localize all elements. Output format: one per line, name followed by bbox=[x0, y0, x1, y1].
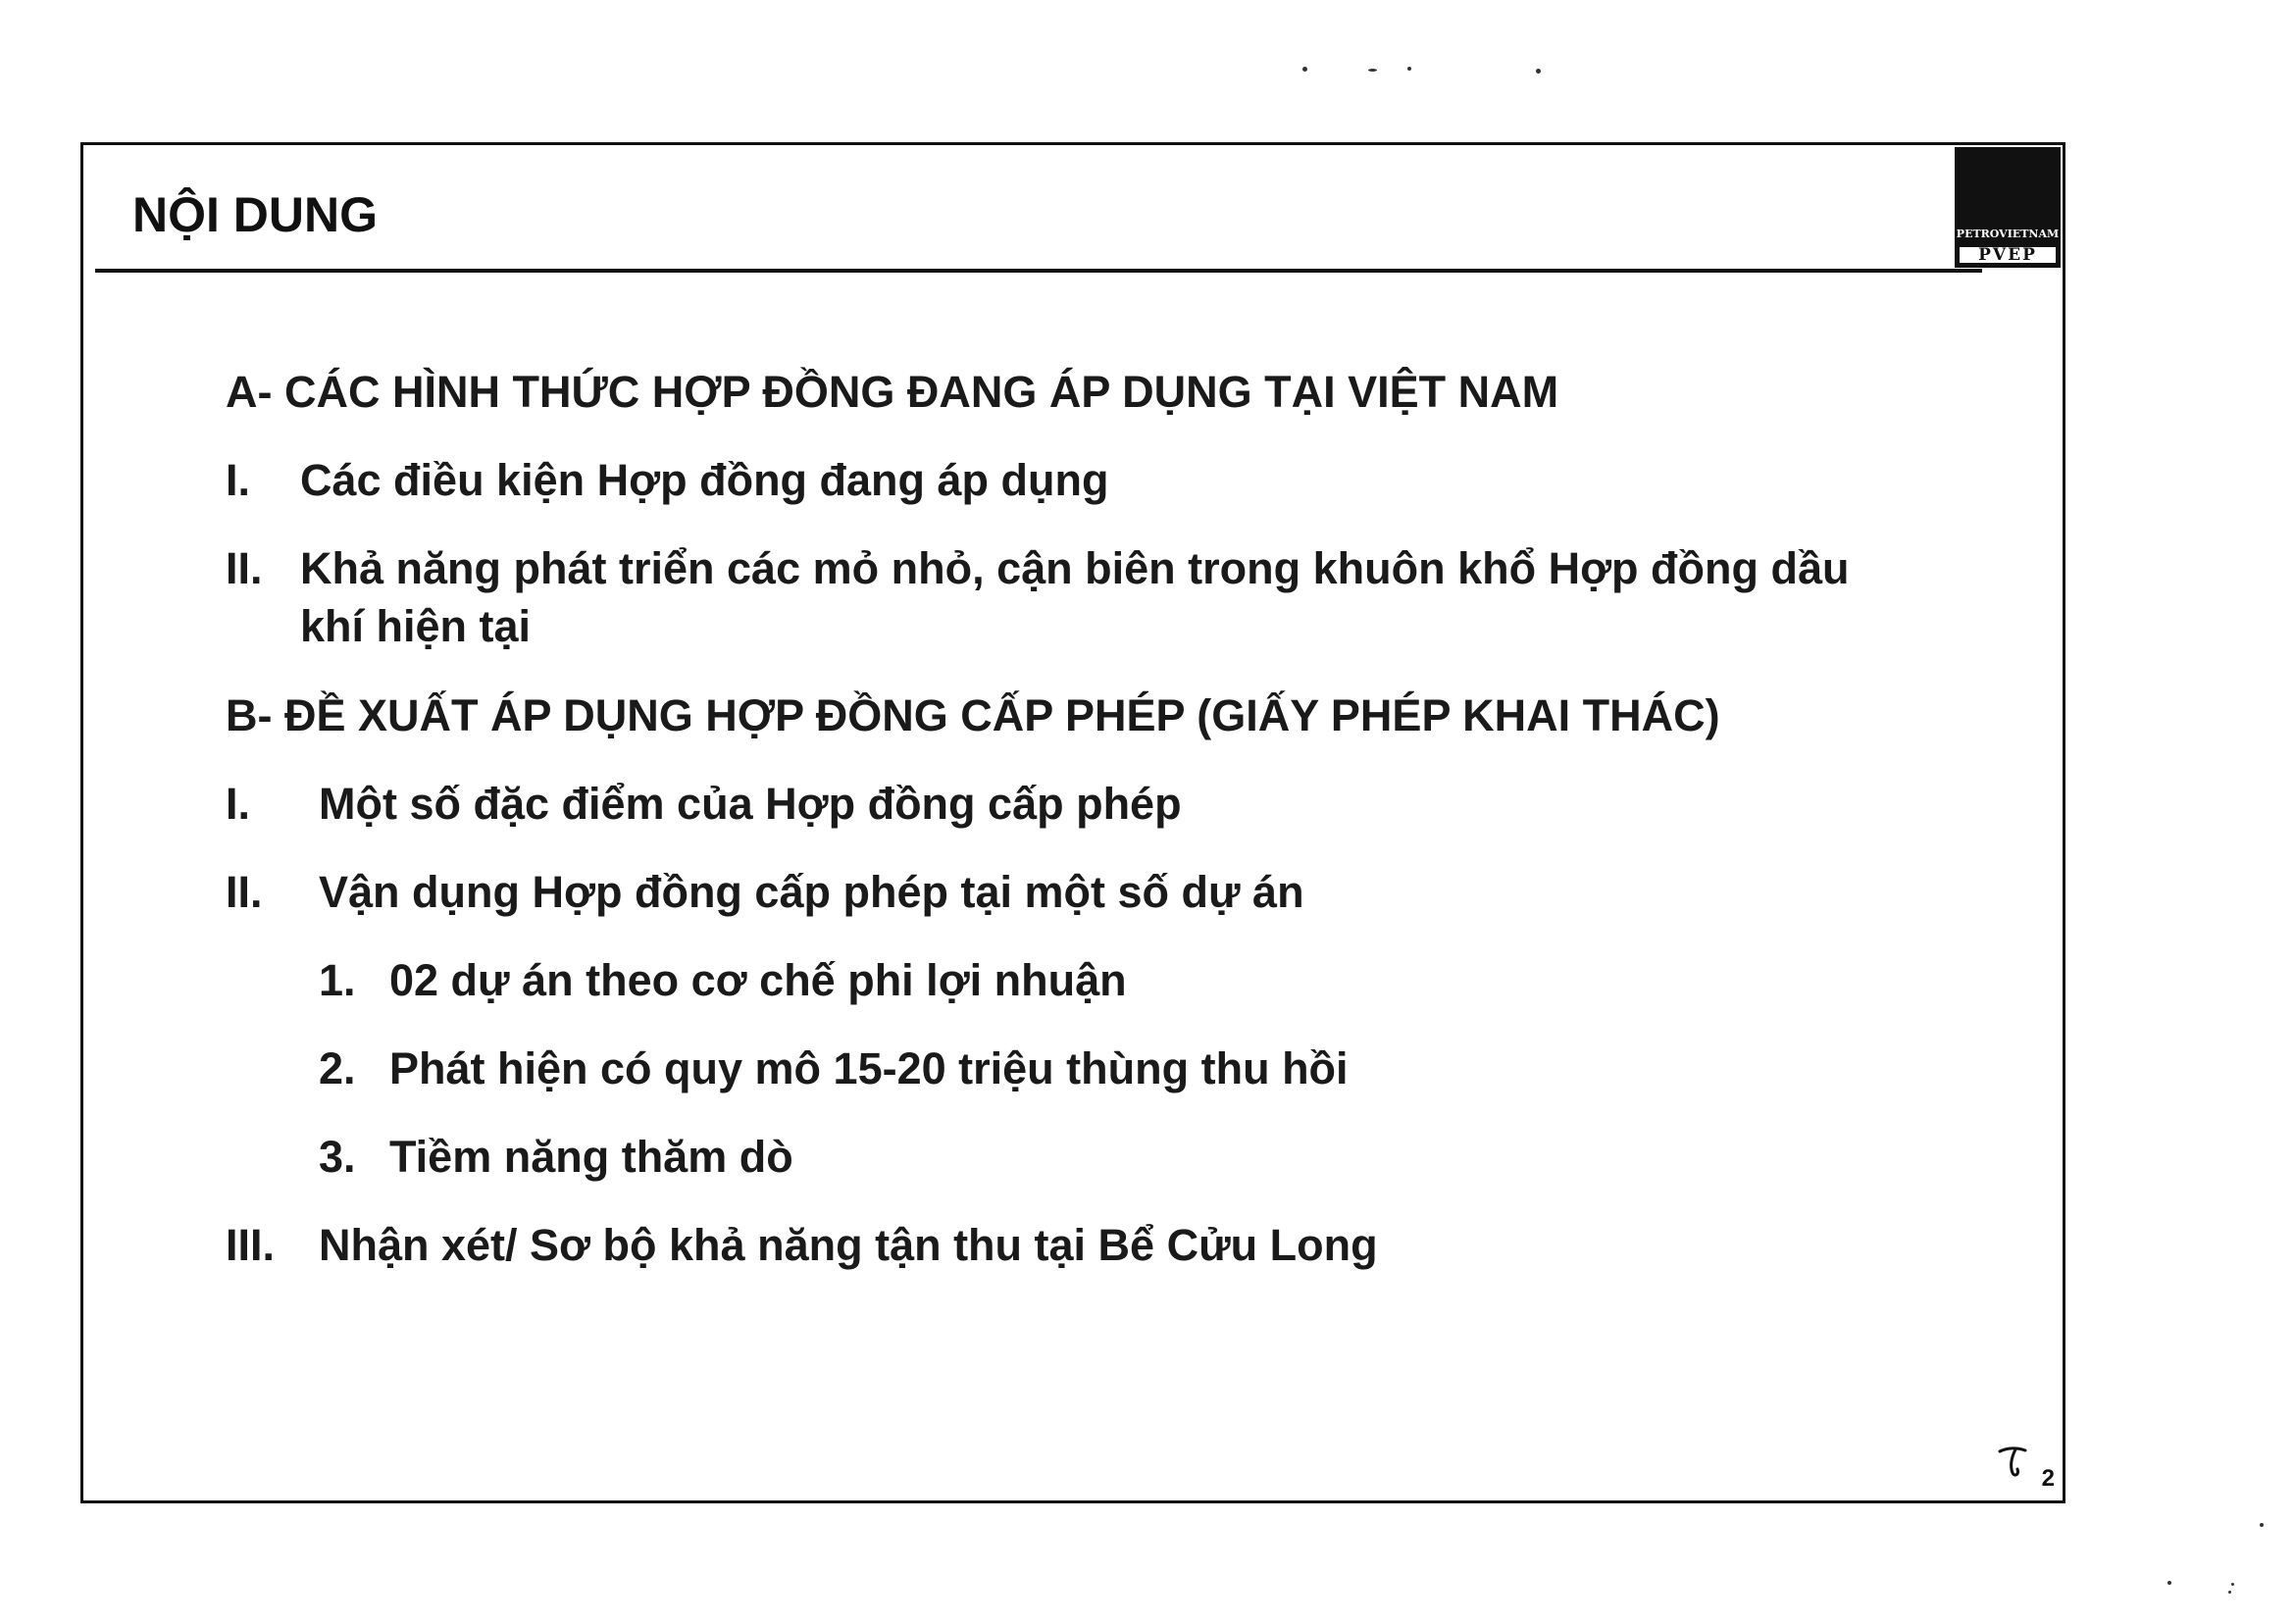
item-marker: 1. bbox=[319, 955, 356, 1005]
scan-speck bbox=[1302, 67, 1307, 72]
page-number: 2 bbox=[2041, 1465, 2055, 1492]
item-text: Các điều kiện Hợp đồng đang áp dụng bbox=[300, 455, 1109, 505]
item-marker: I. bbox=[226, 779, 251, 829]
scan-speck bbox=[2260, 1523, 2264, 1527]
slide-title: NỘI DUNG bbox=[132, 187, 378, 242]
item-text: Tiềm năng thăm dò bbox=[389, 1132, 793, 1182]
scan-speck bbox=[1407, 67, 1411, 71]
item-text: Nhận xét/ Sơ bộ khả năng tận thu tại Bể Cửu Long bbox=[319, 1220, 1378, 1270]
outline-item-a2-continued: khí hiện tại bbox=[300, 601, 532, 651]
item-text: Một số đặc điểm của Hợp đồng cấp phép bbox=[319, 779, 1182, 829]
item-text: Khả năng phát triển các mỏ nhỏ, cận biên trong khuôn khổ Hợp đồng dầu bbox=[300, 543, 1850, 593]
item-marker: 2. bbox=[319, 1043, 356, 1093]
handwritten-initial-mark bbox=[1994, 1442, 2033, 1481]
item-marker: II. bbox=[226, 543, 263, 593]
item-text: Phát hiện có quy mô 15-20 triệu thùng thu hồi bbox=[389, 1043, 1349, 1093]
scan-speck bbox=[2167, 1581, 2171, 1585]
item-marker: III. bbox=[226, 1220, 276, 1270]
section-b-heading: B- ĐỀ XUẤT ÁP DỤNG HỢP ĐỒNG CẤP PHÉP (GIẤY PHÉP KHAI THÁC) bbox=[226, 690, 1720, 740]
item-marker: 3. bbox=[319, 1132, 356, 1182]
scan-speck bbox=[1536, 69, 1541, 74]
scan-speck bbox=[2231, 1583, 2234, 1586]
slide-frame bbox=[80, 142, 2065, 1503]
item-text: Vận dụng Hợp đồng cấp phép tại một số dự án bbox=[319, 867, 1304, 917]
logo-pvep-text: PVEP bbox=[1958, 245, 2058, 265]
item-marker: II. bbox=[226, 867, 263, 917]
scan-speck bbox=[1368, 69, 1377, 72]
item-text: 02 dự án theo cơ chế phi lợi nhuận bbox=[389, 955, 1127, 1005]
logo-petrovietnam-text: PETROVIETNAM bbox=[1956, 228, 2060, 240]
item-marker: I. bbox=[226, 455, 251, 505]
section-a-heading: A- CÁC HÌNH THỨC HỢP ĐỒNG ĐANG ÁP DỤNG TẠI VIỆT NAM bbox=[226, 367, 1559, 417]
scan-speck bbox=[2228, 1591, 2231, 1594]
outline-content bbox=[83, 145, 2063, 1500]
